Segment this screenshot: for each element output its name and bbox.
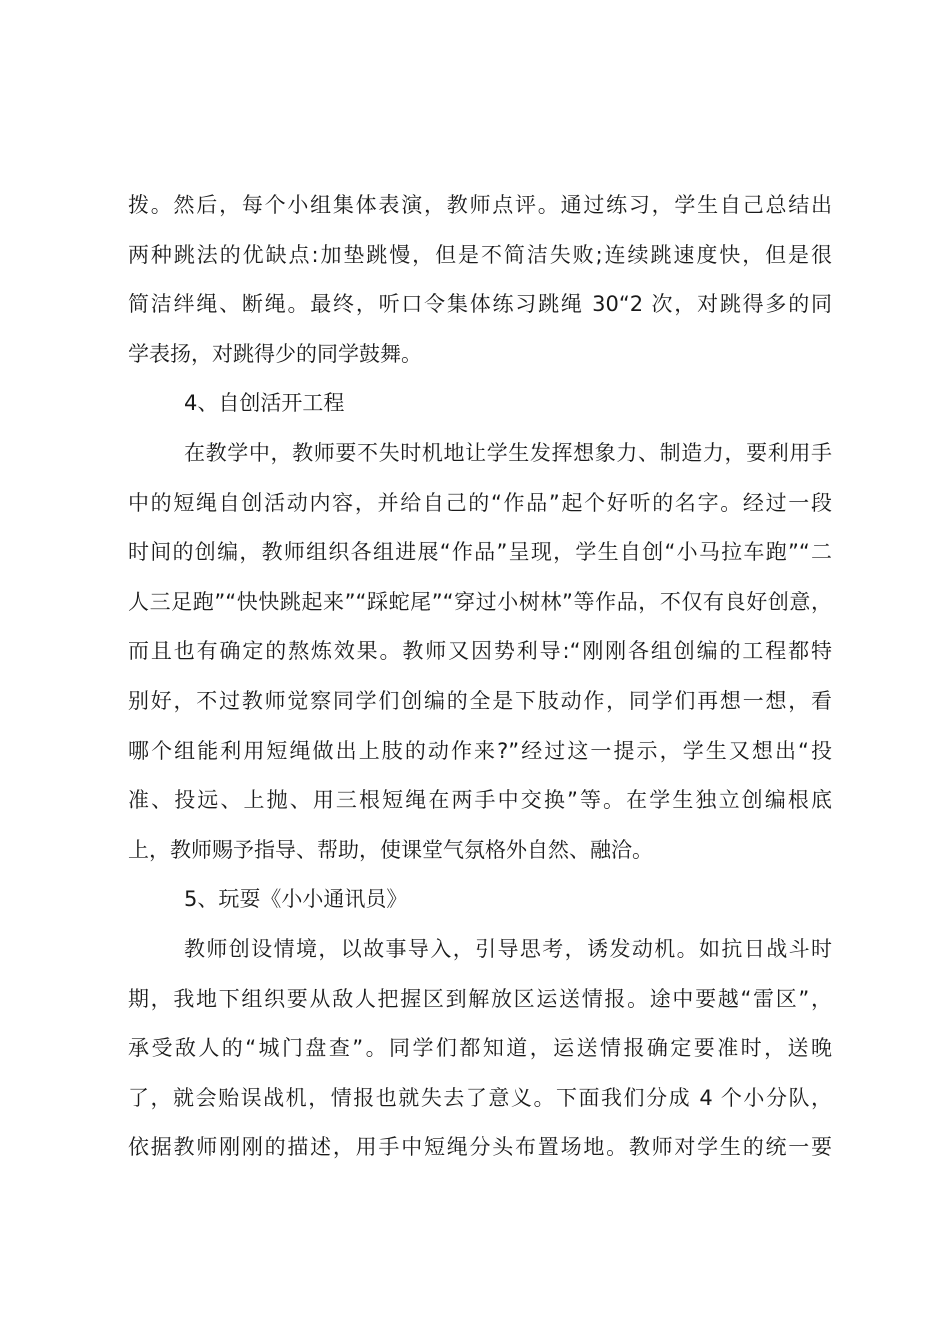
text-line: 哪个组能利用短绳做出上肢的动作来?”经过这一提示，学生又想出“投 (128, 738, 832, 763)
text-line: 人三足跑”“快快跳起来”“踩蛇尾”“穿过小树林”等作品，不仅有良好创意， (128, 589, 832, 614)
text-line: 依据教师刚刚的描述，用手中短绳分头布置场地。教师对学生的统一要 (128, 1135, 832, 1160)
text-line: 在教学中，教师要不失时机地让学生发挥想象力、制造力，要利用手 (184, 440, 832, 465)
text-line: 了，就会贻误战机，情报也就失去了意义。下面我们分成 4 个小分队， (128, 1085, 832, 1110)
document-body (128, 181, 832, 1173)
text-line: 而且也有确定的熬炼效果。教师又因势利导:“刚刚各组创编的工程都特 (128, 639, 832, 664)
text-line: 承受敌人的“城门盘查”。同学们都知道，运送情报确定要准时，送晚 (128, 1036, 832, 1061)
text-line: 5、玩耍《小小通讯员》 (184, 887, 408, 912)
text-line: 学表扬，对跳得少的同学鼓舞。 (128, 341, 422, 366)
text-line: 两种跳法的优缺点:加垫跳慢，但是不简洁失败;连续跳速度快，但是很 (128, 242, 832, 267)
text-line: 4、自创活开工程 (184, 391, 345, 416)
text-line: 准、投远、上抛、用三根短绳在两手中交换”等。在学生独立创编根底 (128, 788, 832, 813)
text-line: 上，教师赐予指导、帮助，使课堂气氛格外自然、融洽。 (128, 837, 653, 862)
text-line: 中的短绳自创活动内容，并给自己的“作品”起个好听的名字。经过一段 (128, 490, 832, 515)
text-line: 教师创设情境，以故事导入，引导思考，诱发动机。如抗日战斗时 (184, 936, 832, 961)
text-line: 简洁绊绳、断绳。最终，听口令集体练习跳绳 30“2 次，对跳得多的同 (128, 292, 832, 317)
text-line: 期，我地下组织要从敌人把握区到解放区运送情报。途中要越“雷区”， (128, 986, 832, 1011)
text-line: 拨。然后，每个小组集体表演，教师点评。通过练习，学生自己总结出 (128, 193, 832, 217)
text-line: 别好，不过教师觉察同学们创编的全是下肢动作，同学们再想一想，看 (128, 688, 832, 713)
text-line: 时间的创编，教师组织各组进展“作品”呈现，学生自创“小马拉车跑”“二 (128, 540, 832, 565)
